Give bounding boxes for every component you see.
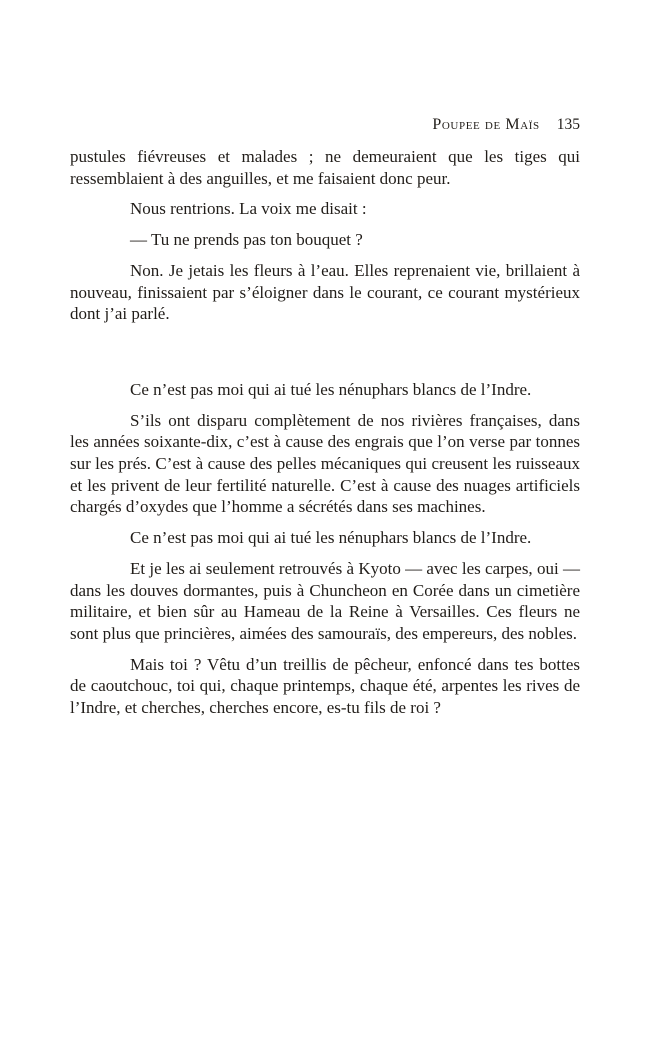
- running-head: [70, 116, 580, 133]
- paragraph-dialogue: — Tu ne prends pas ton bouquet ?: [130, 230, 363, 250]
- paragraph-narration: Nous rentrions. La voix me disait :: [130, 199, 367, 219]
- paragraph-closing-question: Mais toi ? Vêtu d’un treillis de pêcheur, enfoncé dans tes bottes de caoutchouc, toi qui, chaque printemps, chaque été, arpentes les rives de l’Indre, et cherches, cherches encore, es-tu fils de roi ?: [70, 654, 580, 718]
- paragraph-narration: S’ils ont disparu complètement de nos rivières françaises, dans les années soixante-dix, c’est à cause des engrais que l’on verse par tonnes sur les prés. C’est à cause des pelles mécaniques qui creusent les ruisseaux et les privent de leur fertilité naturelle. C’est à cause des nuages artificiels chargés d’oxydes que l’homme a sécrétés dans ses machines.: [70, 410, 580, 517]
- paragraph-section-start: Ce n’est pas moi qui ai tué les nénuphars blancs de l’Indre.: [130, 379, 532, 399]
- paragraph-continuation: pustules fiévreuses et malades ; ne demeuraient que les tiges qui ressemblaient à des anguilles, et me faisaient donc peur.: [70, 147, 580, 188]
- page-number: 135: [556, 116, 580, 133]
- running-head-title: Poupee de Maïs: [432, 116, 540, 133]
- paragraph-narration: Non. Je jetais les fleurs à l’eau. Elles reprenaient vie, brillaient à nouveau, finissaient par s’éloigner dans le courant, ce courant mystérieux dont j’ai parlé.: [70, 260, 580, 324]
- body-text: [70, 146, 580, 719]
- paragraph-narration: Et je les ai seulement retrouvés à Kyoto — avec les carpes, oui — dans les douves dormantes, puis à Chuncheon en Corée dans un cimetière militaire, et bien sûr au Hameau de la Reine à Versailles. Ces fleurs ne sont plus que princières, aimées des samouraïs, des empereurs, des nobles.: [70, 558, 580, 643]
- paragraph-refrain: Ce n’est pas moi qui ai tué les nénuphars blancs de l’Indre.: [130, 528, 532, 548]
